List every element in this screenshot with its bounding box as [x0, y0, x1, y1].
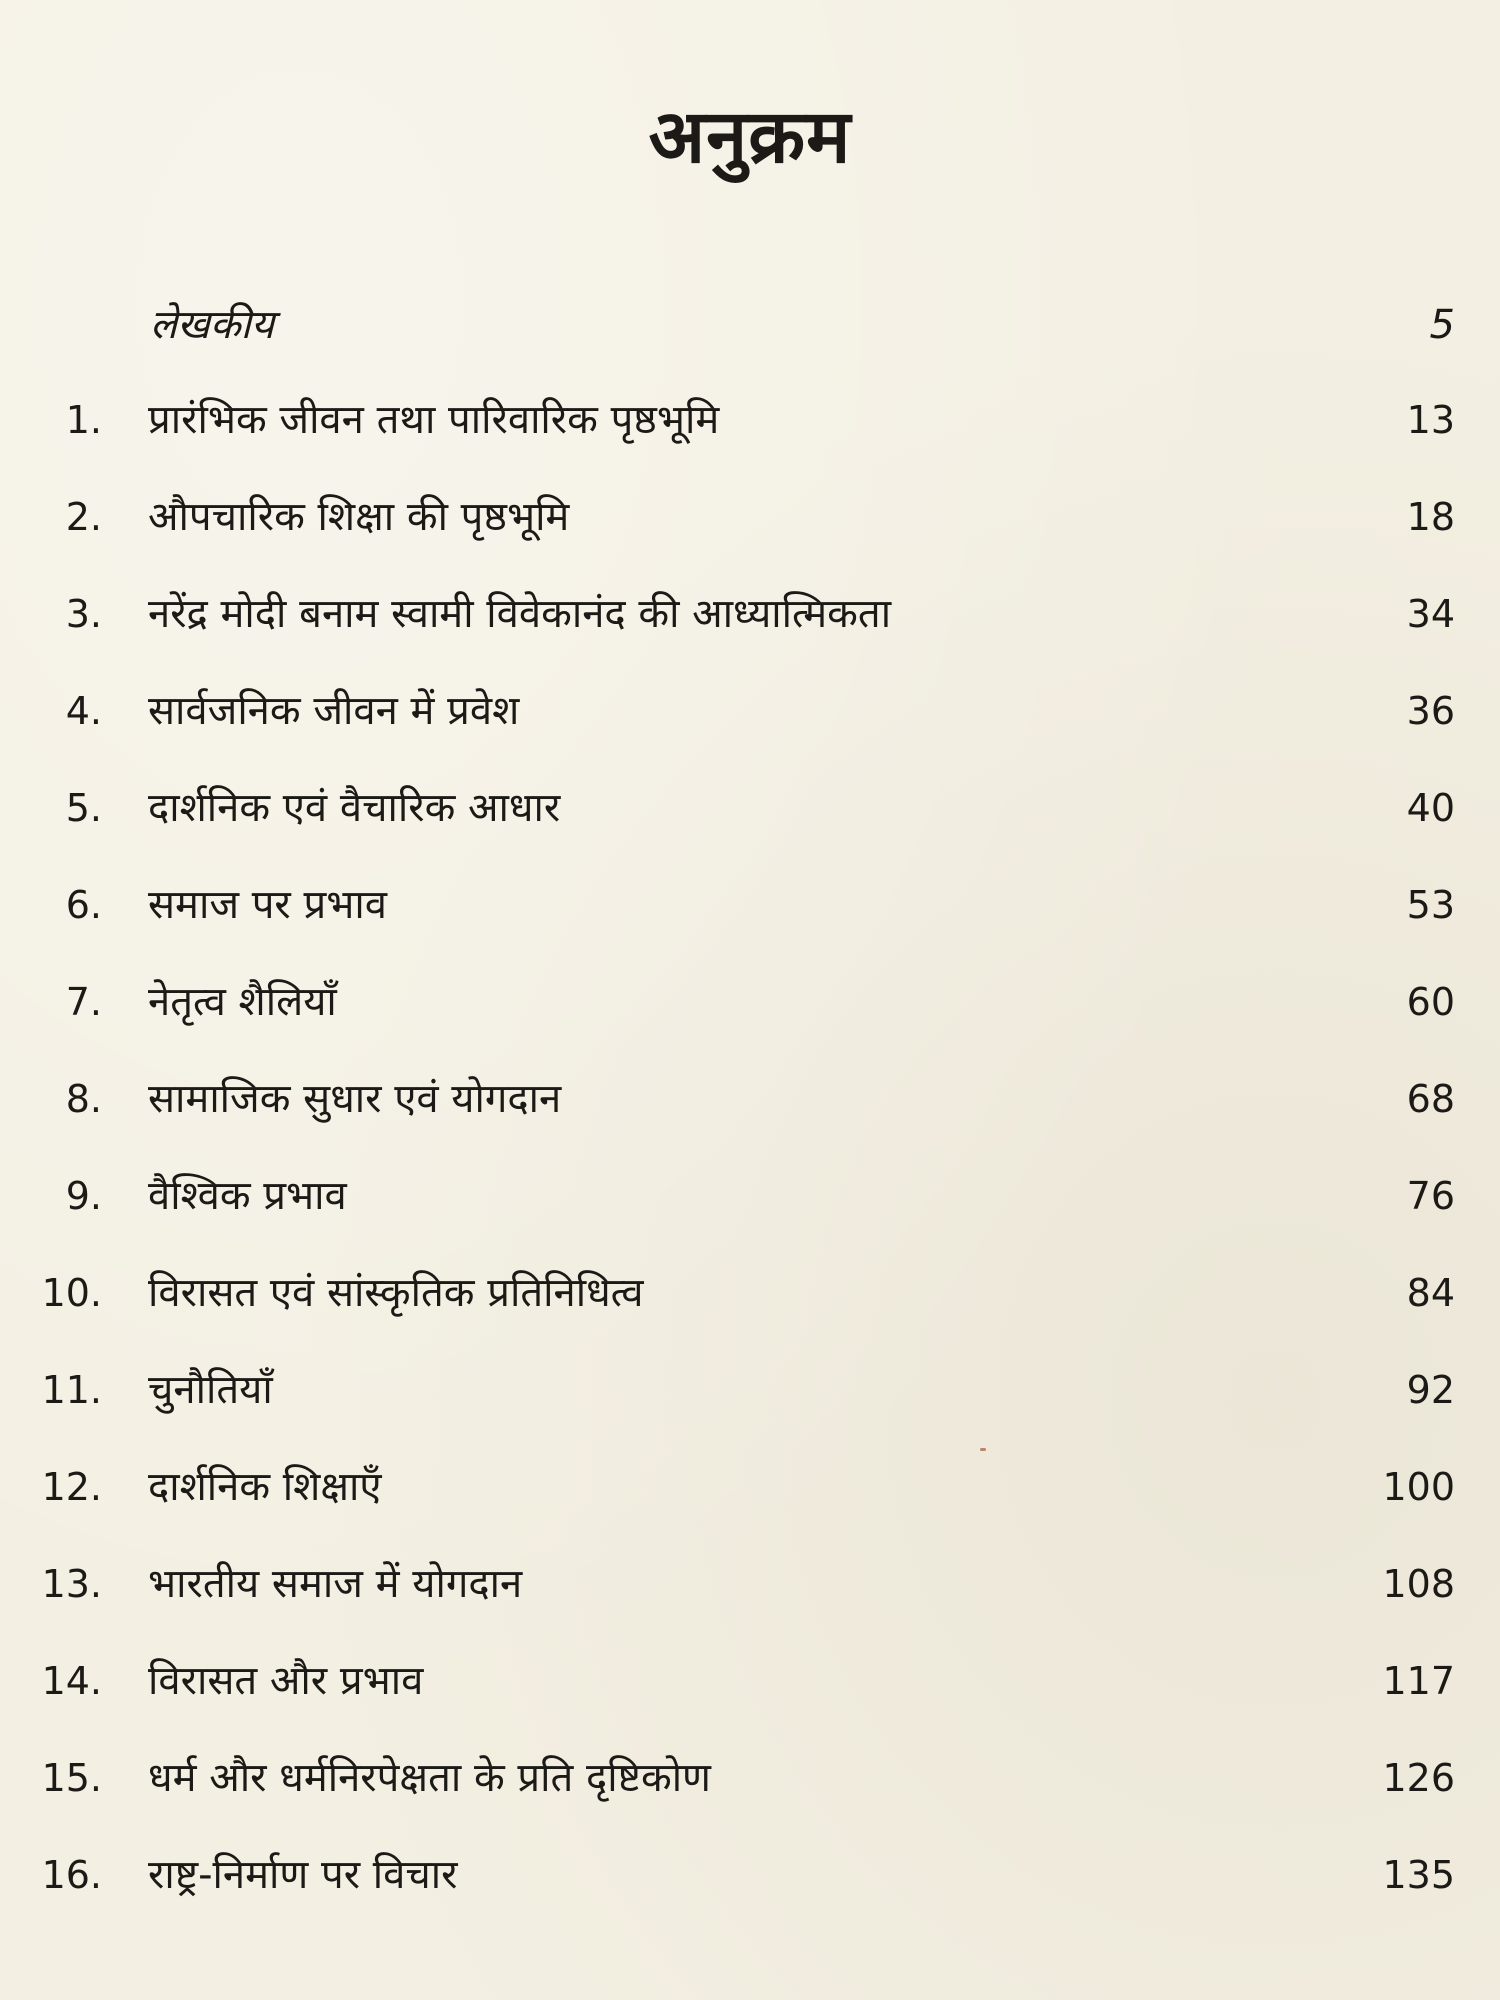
toc-entry-title: प्रारंभिक जीवन तथा पारिवारिक पृष्ठभूमि	[148, 397, 720, 443]
toc-entry-page-number: 60	[1406, 980, 1455, 1024]
toc-entry-page-number: 53	[1406, 883, 1455, 927]
toc-entry-page-number: 68	[1406, 1077, 1455, 1121]
toc-entry-page-number: 126	[1382, 1756, 1455, 1800]
toc-entry-number: 7.	[65, 980, 102, 1024]
toc-entry-number: 11.	[41, 1368, 102, 1412]
preface-entry	[150, 300, 1455, 350]
toc-entry	[0, 1554, 1500, 1651]
toc-entry	[0, 1651, 1500, 1748]
toc-entry-number: 9.	[65, 1174, 102, 1218]
toc-entry-page-number: 34	[1406, 592, 1455, 636]
toc-entry-title: नेतृत्व शैलियाँ	[148, 979, 337, 1025]
toc-entry-page-number: 92	[1406, 1368, 1455, 1412]
toc-entry-title: दार्शनिक शिक्षाएँ	[148, 1464, 382, 1510]
toc-entry-page-number: 40	[1406, 786, 1455, 830]
toc-entry-page-number: 84	[1406, 1271, 1455, 1315]
toc-entry-title: औपचारिक शिक्षा की पृष्ठभूमि	[148, 494, 570, 540]
toc-entry-title: दार्शनिक एवं वैचारिक आधार	[148, 785, 561, 831]
toc-entry-page-number: 100	[1382, 1465, 1455, 1509]
preface-title: लेखकीय	[150, 302, 275, 348]
toc-entry	[0, 1263, 1500, 1360]
preface-page-number: 5	[1429, 302, 1455, 348]
toc-entry-number: 16.	[41, 1853, 102, 1897]
toc-entry-number: 2.	[65, 495, 102, 539]
toc-entry-number: 6.	[65, 883, 102, 927]
toc-entry-title: भारतीय समाज में योगदान	[148, 1561, 523, 1607]
toc-entry-number: 3.	[65, 592, 102, 636]
paper-speck	[980, 1448, 986, 1451]
toc-entry-title: विरासत और प्रभाव	[148, 1658, 424, 1704]
toc-entry	[0, 875, 1500, 972]
toc-entry-page-number: 36	[1406, 689, 1455, 733]
toc-entry-title: समाज पर प्रभाव	[148, 882, 387, 928]
toc-entry	[0, 1845, 1500, 1942]
toc-entry	[0, 1457, 1500, 1554]
toc-entry-page-number: 76	[1406, 1174, 1455, 1218]
toc-entry-number: 14.	[41, 1659, 102, 1703]
toc-entry-page-number: 135	[1382, 1853, 1455, 1897]
toc-entry-number: 8.	[65, 1077, 102, 1121]
table-of-contents	[0, 390, 1500, 1942]
toc-entry-number: 12.	[41, 1465, 102, 1509]
toc-entry-page-number: 18	[1406, 495, 1455, 539]
toc-entry-number: 15.	[41, 1756, 102, 1800]
toc-entry-number: 13.	[41, 1562, 102, 1606]
toc-entry-number: 10.	[41, 1271, 102, 1315]
toc-entry	[0, 681, 1500, 778]
toc-entry-page-number: 117	[1382, 1659, 1455, 1703]
toc-entry-number: 1.	[65, 398, 102, 442]
toc-entry	[0, 487, 1500, 584]
toc-entry	[0, 1166, 1500, 1263]
toc-entry-title: विरासत एवं सांस्कृतिक प्रतिनिधित्व	[148, 1270, 644, 1316]
toc-entry	[0, 972, 1500, 1069]
toc-entry	[0, 390, 1500, 487]
toc-entry-title: सामाजिक सुधार एवं योगदान	[148, 1076, 562, 1122]
toc-entry	[0, 778, 1500, 875]
toc-entry	[0, 584, 1500, 681]
toc-entry	[0, 1069, 1500, 1166]
toc-entry-title: सार्वजनिक जीवन में प्रवेश	[148, 688, 520, 734]
toc-entry	[0, 1748, 1500, 1845]
toc-entry-number: 4.	[65, 689, 102, 733]
toc-entry-page-number: 13	[1406, 398, 1455, 442]
toc-entry-title: राष्ट्र-निर्माण पर विचार	[148, 1852, 458, 1898]
toc-entry	[0, 1360, 1500, 1457]
page-title: अनुक्रम	[648, 94, 852, 180]
toc-entry-title: नरेंद्र मोदी बनाम स्वामी विवेकानंद की आध्यात्मिकता	[148, 591, 892, 637]
toc-entry-number: 5.	[65, 786, 102, 830]
toc-entry-page-number: 108	[1382, 1562, 1455, 1606]
toc-entry-title: वैश्विक प्रभाव	[148, 1173, 347, 1219]
toc-entry-title: धर्म और धर्मनिरपेक्षता के प्रति दृष्टिकोण	[148, 1755, 711, 1801]
toc-entry-title: चुनौतियाँ	[148, 1367, 273, 1413]
